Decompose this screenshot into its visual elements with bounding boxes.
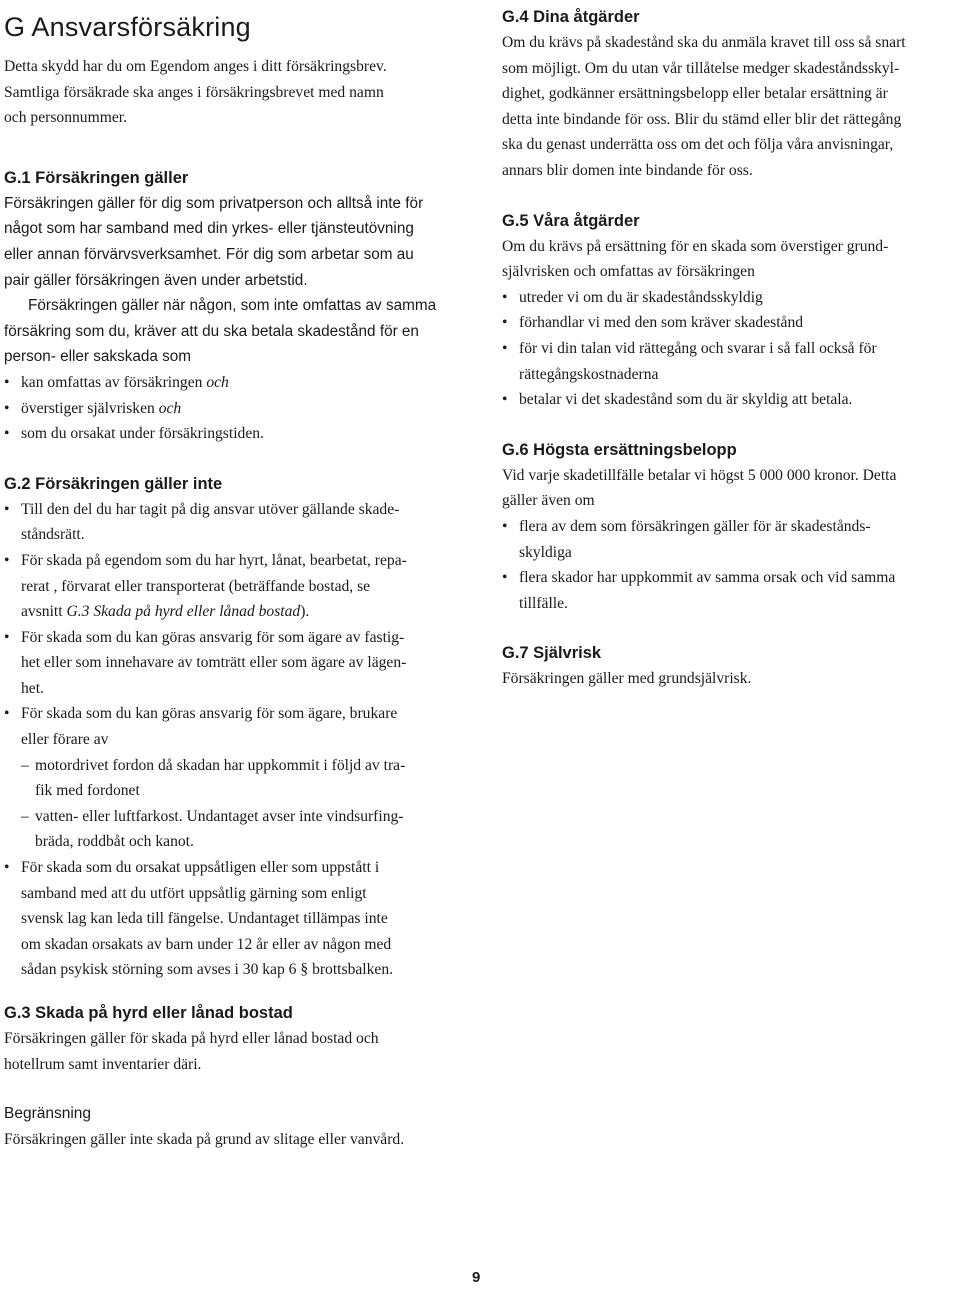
section-heading-g3: G.3 Skada på hyrd eller lånad bostad [4, 1004, 293, 1022]
intro-line: Detta skydd har du om Egendom anges i ditt försäkringsbrev. [4, 58, 387, 75]
list-item [502, 285, 960, 311]
bullet-line: • För skada som du kan göras ansvarig för som ägare, brukare [21, 705, 398, 723]
bullet-line: eller förare av [21, 731, 109, 749]
section-heading-g4: G.4 Dina åtgärder [502, 8, 640, 26]
g5-paragraph [502, 234, 960, 285]
cross-reference: G.3 Skada på hyrd eller lånad bostad [66, 603, 301, 621]
bullet-line: om skadan orsakats av barn under 12 år eller av någon med [21, 935, 392, 953]
g1-paragraph-2 [4, 293, 474, 370]
section-heading-g1: G.1 Försäkringen gäller [4, 168, 189, 187]
intro-line: Samtliga försäkrade ska anges i försäkringsbrevet med namn [4, 83, 384, 101]
bullet-line: • För skada som du orsakat uppsåtligen eller som uppstått i [21, 859, 380, 877]
g1-line: pair gäller försäkringen även under arbetstid. [4, 271, 308, 289]
list-item [4, 396, 474, 422]
g1-line: Försäkringen gäller för dig som privatperson och alltså inte för [4, 194, 424, 212]
list-item [4, 421, 474, 447]
bullet-line: sådan psykisk störning som avses i 30 kap 6 § brottsbalken. [21, 961, 394, 979]
list-item [4, 701, 474, 855]
bullet-text: kan omfattas av försäkringen [21, 373, 207, 391]
list-item [4, 497, 474, 548]
bullet-line: • förhandlar vi med den som kräver skadestånd [519, 314, 804, 332]
g1-paragraph-1 [4, 191, 474, 293]
g1-line: försäkring som du, kräver att du ska betala skadestånd för en [4, 322, 419, 340]
list-item [502, 310, 960, 336]
left-column [4, 54, 474, 983]
bullet-line: • För skada på egendom som du har hyrt, lånat, bearbetat, repa- [21, 551, 407, 569]
g6-paragraph [502, 463, 960, 514]
dash-item [21, 753, 474, 804]
right-column [502, 4, 960, 692]
list-item [4, 370, 474, 396]
g4-line: Om du krävs på skadestånd ska du anmäla kravet till oss så snart [502, 34, 906, 51]
g1-bullet-list [4, 370, 474, 447]
section-heading-g5: G.5 Våra åtgärder [502, 211, 640, 230]
bullet-line: het eller som innehavare av tomträtt eller som ägare av lägen- [21, 654, 407, 672]
bullet-emphasis: och [158, 399, 182, 417]
g2-bullet-list [4, 497, 474, 983]
g6-line: gäller även om [502, 492, 595, 510]
g6-line: Vid varje skadetillfälle betalar vi högst 5 000 000 kronor. Detta [502, 466, 897, 484]
dash-line: – vatten- eller luftfarkost. Undantaget avser inte vindsurfing- [35, 807, 404, 825]
page-title: G Ansvarsförsäkring [4, 12, 251, 43]
bullet-line: skyldiga [519, 543, 572, 561]
g3-limitation-text: Försäkringen gäller inte skada på grund av slitage eller vanvård. [4, 1131, 405, 1149]
bullet-text: ). [300, 603, 310, 621]
bullet-line: ståndsrätt. [21, 526, 85, 544]
list-item [4, 625, 474, 702]
list-item [502, 565, 960, 616]
intro-paragraph [4, 54, 474, 131]
g4-line: detta inte bindande för oss. Blir du stämd eller blir det rättegång [502, 110, 902, 128]
g3-line: Försäkringen gäller för skada på hyrd eller lånad bostad och [4, 1030, 379, 1047]
g3-line: hotellrum samt inventarier däri. [4, 1055, 202, 1073]
g5-bullet-list [502, 285, 960, 413]
bullet-line: samband med att du utfört uppsåtlig gärning som enligt [21, 884, 367, 902]
bullet-line: • betalar vi det skadestånd som du är skyldig att betala. [519, 391, 853, 409]
g3-block [4, 1000, 484, 1153]
bullet-line: • för vi din talan vid rättegång och svarar i så fall också för [519, 339, 877, 357]
bullet-line [21, 599, 474, 625]
sub-heading-begransning: Begränsning [4, 1105, 92, 1123]
page-number: 9 [472, 1269, 481, 1286]
bullet-line: • flera skador har uppkommit av samma orsak och vid samma [519, 569, 896, 587]
g4-paragraph [502, 30, 960, 184]
bullet-text: som du orsakat under försäkringstiden. [21, 425, 264, 443]
g7-text: Försäkringen gäller med grundsjälvrisk. [502, 670, 752, 688]
g1-line: person- eller sakskada som [4, 348, 192, 366]
g4-line: dighet, godkänner ersättningsbelopp eller betalar ersättning är [502, 85, 888, 103]
bullet-line: tillfälle. [519, 594, 568, 612]
bullet-line: • För skada som du kan göras ansvarig för som ägare av fastig- [21, 628, 405, 646]
g1-line: Försäkringen gäller när någon, som inte omfattas av samma [28, 297, 437, 315]
bullet-line: svensk lag kan leda till fängelse. Undantaget tillämpas inte [21, 910, 388, 928]
dash-line: – motordrivet fordon då skadan har uppkommit i följd av tra- [35, 756, 406, 774]
g6-bullet-list [502, 514, 960, 616]
bullet-line: rerat , förvarat eller transporterat (beträffande bostad, se [21, 577, 371, 595]
section-heading-g6: G.6 Högsta ersättningsbelopp [502, 440, 737, 459]
g4-line: ska du genast underrätta oss om det och följa våra anvisningar, [502, 136, 894, 154]
dash-line: bräda, roddbåt och kanot. [35, 833, 194, 851]
g1-line: eller annan förvärvsverksamhet. För dig som arbetar som au [4, 245, 414, 263]
g1-line: något som har samband med din yrkes- eller tjänsteutövning [4, 220, 414, 238]
bullet-text: överstiger självrisken [21, 399, 159, 417]
list-item [502, 336, 960, 387]
list-item [502, 387, 960, 413]
bullet-text: avsnitt [21, 603, 67, 621]
dash-line: fik med fordonet [35, 782, 140, 800]
g5-line: Om du krävs på ersättning för en skada som överstiger grund- [502, 237, 889, 255]
bullet-line: • utreder vi om du är skadeståndsskyldig [519, 288, 763, 306]
bullet-line: • Till den del du har tagit på dig ansvar utöver gällande skade- [21, 500, 400, 518]
g4-line: som möjligt. Om du utan vår tillåtelse medger skadeståndsskyl- [502, 59, 900, 77]
bullet-line: het. [21, 679, 44, 697]
intro-line: och personnummer. [4, 109, 127, 127]
bullet-line: rättegångskostnaderna [519, 365, 659, 383]
section-heading-g7: G.7 Självrisk [502, 644, 602, 663]
bullet-line: • flera av dem som försäkringen gäller för är skadestånds- [519, 517, 871, 535]
g4-line: annars blir domen inte bindande för oss. [502, 161, 753, 179]
list-item [502, 514, 960, 565]
g2-dash-list [21, 753, 474, 855]
dash-item [21, 804, 474, 855]
bullet-emphasis: och [206, 373, 229, 391]
section-heading-g2: G.2 Försäkringen gäller inte [4, 474, 223, 493]
list-item [4, 548, 474, 625]
g5-line: självrisken och omfattas av försäkringen [502, 263, 755, 281]
g3-paragraph [4, 1026, 484, 1077]
list-item [4, 855, 474, 983]
